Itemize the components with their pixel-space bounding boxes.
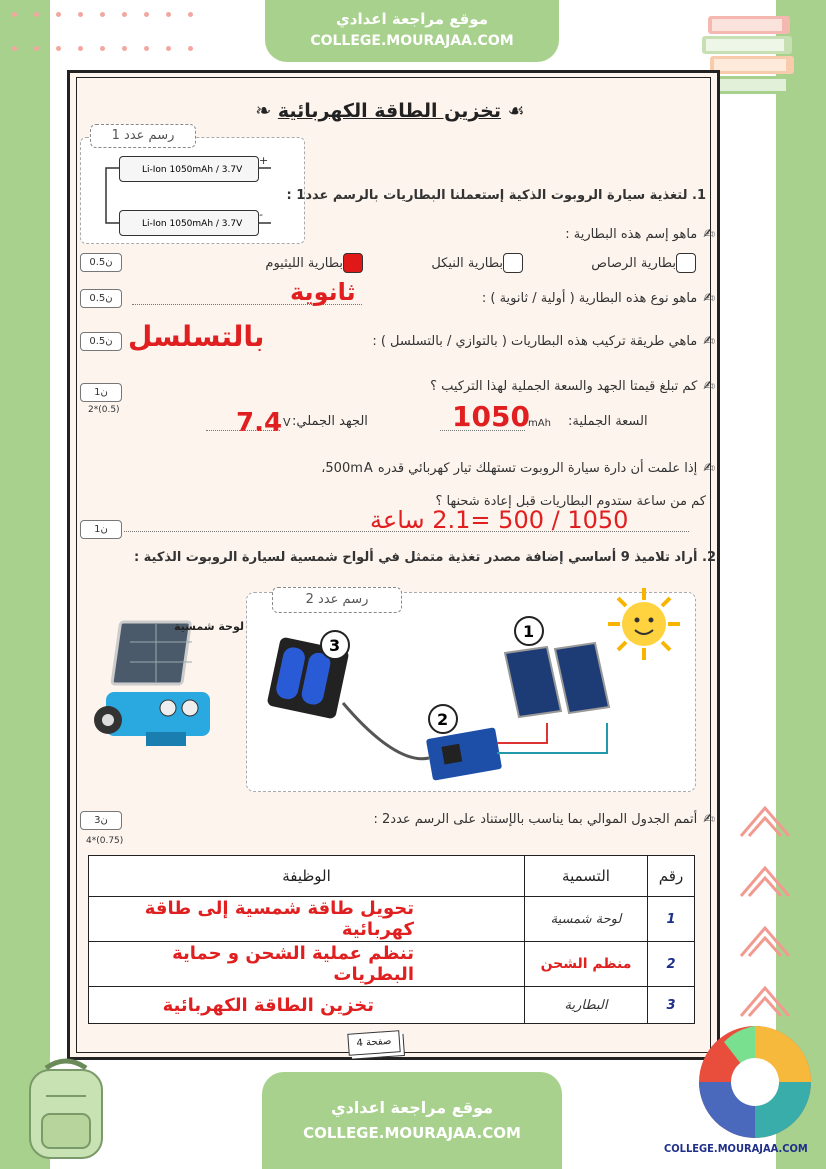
row3-number: 3 xyxy=(648,987,695,1024)
q2-intro: 2. أراد تلاميذ 9 أساسي إضافة مصدر تغذية متمثل في ألواح شمسية لسيارة الروبوت الذكية : xyxy=(133,550,716,565)
functions-table xyxy=(88,855,695,1024)
figure1-label: رسم عدد 1 xyxy=(90,124,196,148)
marker-2: 2 xyxy=(437,710,449,729)
checkbox-lead-acid[interactable] xyxy=(676,253,696,273)
q1b-question: ✍ماهو نوع هذه البطارية ( أولية / ثانوية ) : xyxy=(481,290,716,306)
q1a-score: 0.5ن xyxy=(80,253,122,272)
q1d-capacity-answer: 1050 xyxy=(452,400,530,433)
q1b-score: 0.5ن xyxy=(80,289,122,308)
header-function: الوظيفة xyxy=(89,856,525,897)
option-lead-acid[interactable]: بطارية الرصاص xyxy=(591,256,696,271)
table-row xyxy=(89,987,695,1024)
row1-function: تحويل طاقة شمسية إلى طاقة كهربائية xyxy=(89,897,525,942)
pencil-icon: ✍ xyxy=(703,226,716,242)
q1c-answer: بالتسلسل xyxy=(128,320,265,353)
pencil-icon: ✍ xyxy=(703,290,716,306)
q1d-score: 1ن xyxy=(80,383,122,402)
sun-icon xyxy=(606,586,682,662)
q1b-answer: ثانوية xyxy=(290,278,356,306)
q1e-question-line1: ✍إذا علمت أن دارة سيارة الروبوت تستهلك تيار كهربائي قدره 500mA، xyxy=(321,460,716,476)
q1d-voltage-unit: V xyxy=(283,416,291,429)
q1a-options xyxy=(265,253,696,273)
q1c-question: ✍ماهي طريقة تركيب هذه البطاريات ( بالتوازي / بالتسلسل ) : xyxy=(372,333,716,349)
header-site-url[interactable]: COLLEGE.MOURAJAA.COM xyxy=(310,33,514,49)
title-ornament-left-icon: ☙ xyxy=(507,100,525,122)
left-green-band xyxy=(0,0,50,1169)
battery-bottom: Li-Ion 1050mAh / 3.7V xyxy=(119,210,259,236)
q1d-capacity-label: السعة الجملية: xyxy=(568,414,648,429)
marker-1: 1 xyxy=(523,622,535,641)
backpack-icon xyxy=(16,1056,116,1162)
row2-function: تنظم عملية الشحن و حماية البطريات xyxy=(89,942,525,987)
q1d-capacity-line xyxy=(440,430,525,431)
footer-banner xyxy=(262,1072,562,1169)
q1a-question: ✍ماهو إسم هذه البطارية : xyxy=(565,226,716,242)
table-instruction: ✍أتمم الجدول الموالي بما يناسب بالإستناد على الرسم عدد2 : xyxy=(373,811,716,827)
table-score-note: 4*(0.75) xyxy=(86,836,124,846)
pencil-icon: ✍ xyxy=(703,460,716,476)
corner-site-url[interactable]: COLLEGE.MOURAJAA.COM xyxy=(664,1142,808,1155)
site-logo-icon xyxy=(694,1022,816,1142)
header-site-name: موقع مراجعة اعدادي xyxy=(336,10,488,28)
q1d-voltage-label: الجهد الجملي: xyxy=(292,414,368,429)
row3-name: البطارية xyxy=(525,987,648,1024)
robot-solar-panel-label: لوحة شمسية xyxy=(174,620,245,633)
q1e-question-line2: كم من ساعة ستدوم البطاريات قبل إعادة شحنها ؟ xyxy=(435,494,706,509)
q1d-score-note: 2*(0.5) xyxy=(88,405,120,415)
q1d-question: ✍كم تبلغ قيمتا الجهد والسعة الجملية لهذا التركيب ؟ xyxy=(430,378,716,394)
q1d-voltage-answer: 7.4 xyxy=(236,408,283,438)
figure2-label: رسم عدد 2 xyxy=(272,587,402,613)
row1-number: 1 xyxy=(648,897,695,942)
charge-controller-icon xyxy=(426,727,502,781)
header-name: التسمية xyxy=(525,856,648,897)
battery-top: Li-Ion 1050mAh / 3.7V xyxy=(119,156,259,182)
row1-name: لوحة شمسية xyxy=(525,897,648,942)
svg-text:+: + xyxy=(259,154,269,167)
header-banner xyxy=(265,0,559,62)
q1d-capacity-unit: mAh xyxy=(528,418,551,429)
solar-panels-icon xyxy=(505,643,609,717)
robot-car-image xyxy=(86,612,232,754)
title-ornament-right-icon: ❧ xyxy=(255,100,272,122)
figure1-batteries xyxy=(80,137,305,244)
page-title: ☙ تخزين الطاقة الكهربائية ❧ xyxy=(255,100,525,122)
chevrons-decoration-icon xyxy=(735,796,795,1046)
marker-3: 3 xyxy=(329,636,341,655)
decorative-dots xyxy=(10,10,200,60)
option-nickel[interactable]: بطارية النيكل xyxy=(431,256,523,271)
row2-name: منظم الشحن xyxy=(525,942,648,987)
pencil-icon: ✍ xyxy=(703,333,716,349)
q1c-score: 0.5ن xyxy=(80,332,122,351)
checkbox-nickel[interactable] xyxy=(503,253,523,273)
header-number: رقم xyxy=(648,856,695,897)
table-row xyxy=(89,942,695,987)
pencil-icon: ✍ xyxy=(703,378,716,394)
row2-number: 2 xyxy=(648,942,695,987)
page-number-label: صفحة 4 xyxy=(347,1030,400,1056)
table-header-row xyxy=(89,856,695,897)
pencil-icon: ✍ xyxy=(703,811,716,827)
svg-text:-: - xyxy=(259,208,263,221)
q1e-answer: 1050 / 500 =2.1 ساعة xyxy=(370,506,629,534)
table-row xyxy=(89,897,695,942)
option-lithium[interactable]: بطارية الليثيوم xyxy=(265,256,363,271)
table-score: 3ن xyxy=(80,811,122,830)
row3-function: تخزين الطاقة الكهربائية xyxy=(89,987,525,1024)
footer-site-url[interactable]: COLLEGE.MOURAJAA.COM xyxy=(303,1124,521,1142)
q1e-score: 1ن xyxy=(80,520,122,539)
q1-intro: 1. لتغذية سيارة الروبوت الذكية إستعملنا البطاريات بالرسم عدد1 : xyxy=(286,188,706,203)
checkbox-lithium-checked[interactable] xyxy=(343,253,363,273)
q1d-voltage-line xyxy=(206,430,280,431)
footer-site-name: موقع مراجعة اعدادي xyxy=(330,1098,494,1117)
